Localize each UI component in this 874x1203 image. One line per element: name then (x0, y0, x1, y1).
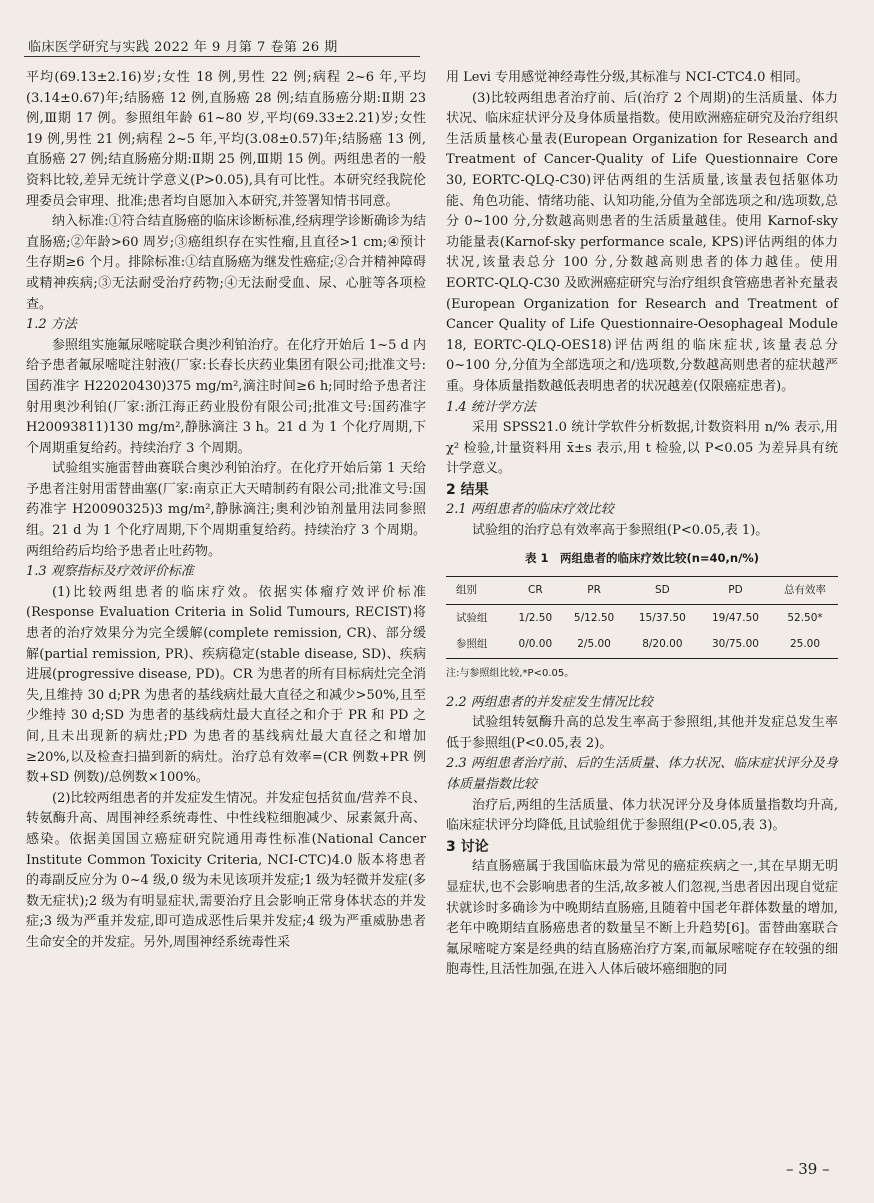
table-title: 表 1 两组患者的临床疗效比较(n=40,n/%) (524, 550, 760, 565)
paragraph: 纳入标准:①符合结直肠癌的临床诊断标准,经病理学诊断确诊为结直肠癌;②年龄>60 周岁;③癌组织存在实性瘤,且直径>1 cm;④预计生存期≥6 个月。排除标准:①结直肠癌为继发性癌症;②合并精神障碍或精神疾病;③无法耐受治疗药物;④无法耐受血、尿、心脏等各项检查。 (26, 214, 426, 312)
left-column (26, 68, 426, 954)
subsection-heading: 2.1 两组患者的临床疗效比较 (446, 502, 614, 518)
efficacy-table (446, 576, 838, 659)
paragraph: 平均(69.13±2.16)岁;女性 18 例,男性 22 例;病程 2~6 年,平均(3.14±0.67)年;结肠癌 12 例,直肠癌 28 例;结直肠癌分期:Ⅱ期 23 例,Ⅲ期 17 例。参照组年龄 61~80 岁,平均(69.33±2.21)岁;女性 19 例,男性 21 例;病程 2~5 年,平均(3.08±0.57)年;结肠癌 13 例,直肠癌 27 例;结直肠癌分期:Ⅱ期 25 例,Ⅲ期 15 例。两组患者的一般资料比较,差异无统计学意义(P>0.05),具有可比性。本研究经我院伦理委员会审理、批准;患者均自愿加入本研究,并签署知情书同意。 (26, 70, 426, 209)
table-header-cell: 组别 (446, 577, 508, 605)
section-heading: 3 讨论 (446, 838, 489, 855)
table-cell: 8/20.00 (626, 631, 699, 658)
table-note: 注:与参照组比较,*P<0.05。 (446, 668, 575, 680)
table-cell: 参照组 (446, 631, 508, 658)
table-cell: 2/5.00 (562, 631, 626, 658)
header-rule (24, 56, 420, 57)
paragraph: 试验组实施雷替曲赛联合奥沙利铂治疗。在化疗开始后第 1 天给予患者注射用雷替曲塞(厂家:南京正大天晴制药有限公司;批准文号:国药准字 H20090325)3 mg/m²,静脉滴注;奥利沙铂剂量用法同参照组。21 d 为 1 个化疗周期,下个周期重复给药。持续治疗 3 个周期。两组给药后均给予患者止吐药物。 (26, 461, 426, 559)
table-cell: 1/2.50 (518, 611, 553, 624)
table-cell: 5/12.50 (573, 611, 615, 624)
paragraph: 用 Levi 专用感觉神经毒性分级,其标准与 NCI-CTC4.0 相同。 (446, 70, 809, 85)
subsection-heading: 2.2 两组患者的并发症发生情况比较 (446, 694, 653, 710)
paragraph: (1)比较两组患者的临床疗效。依据实体瘤疗效评价标准(Response Evaluation Criteria in Solid Tumours, RECIST)将患者的治疗效果分为完全缓解(complete remission, CR)、部分缓解(partial remission, PR)、疾病稳定(stable disease, SD)、疾病进展(progressive disease, PD)。CR 为患者的所有目标病灶完全消失,且维持 30 d;PR 为患者的基线病灶最大直径之和减少>50%,且至少维持 30 d;SD 为患者的基线病灶最大直径之和介于 PR 和 PD 之间,且未出现新的病灶;PD 为患者的基线病灶最大直径之和增加≥20%,以及检查扫描到新的病灶。治疗总有效率=(CR 例数+PR 例数+SD 例数)/总例数×100%。 (26, 584, 426, 786)
subsection-heading: 1.3 观察指标及疗效评价标准 (26, 564, 194, 580)
paragraph: 结直肠癌属于我国临床最为常见的癌症疾病之一,其在早期无明显症状,也不会影响患者的生活,故多被人们忽视,当患者因出现自觉症状就诊时多确诊为中晚期结直肠癌,且随着中国老年群体数量的增加,老年中晚期结直肠癌患者的数量呈不断上升趋势[6]。雷替曲塞联合氟尿嘧啶方案是经典的结直肠癌治疗方案,而氟尿嘧啶存在较强的细胞毒性,且活性加强,在进入人体后破坏癌细胞的同 (446, 859, 838, 978)
section-heading: 2 结果 (446, 481, 489, 498)
page-number: – 39 – (786, 1160, 830, 1178)
table-cell: 试验组 (456, 611, 488, 624)
right-column (446, 68, 838, 981)
running-header: 临床医学研究与实践 2022 年 9 月第 7 卷第 26 期 (28, 40, 338, 55)
table-header-row (446, 577, 838, 605)
table-header-cell: PR (562, 577, 626, 605)
table-cell: 25.00 (772, 631, 838, 658)
subsection-heading: 1.2 方法 (26, 317, 77, 333)
table-cell: 30/75.00 (699, 631, 772, 658)
table-header-cell: SD (626, 577, 699, 605)
paragraph: 试验组的治疗总有效率高于参照组(P<0.05,表 1)。 (472, 523, 769, 539)
table-header-cell: CR (508, 577, 562, 605)
table-cell: 0/0.00 (508, 631, 562, 658)
table-row (446, 631, 838, 658)
table-cell: 52.50* (787, 611, 823, 624)
table-header-cell: PD (699, 577, 772, 605)
table-cell: 15/37.50 (638, 611, 686, 624)
paragraph: 参照组实施氟尿嘧啶联合奥沙利铂治疗。在化疗开始后 1~5 d 内给予患者氟尿嘧啶注射液(厂家:长春长庆药业集团有限公司;批准文号:国药准字 H22020430)375 mg/m²,滴注时间≥6 h;同时给予患者注射用奥沙利铂(厂家:浙江海正药业股份有限公司;批准文号:国药准字 H20093811)130 mg/m²,静脉滴注 3 h。21 d 为 1 个化疗周期,下个周期重复给药。持续治疗 3 个周期。 (26, 337, 426, 456)
table-row (446, 604, 838, 631)
paragraph: 治疗后,两组的生活质量、体力状况评分及身体质量指数均升高,临床症状评分均降低,且试验组优于参照组(P<0.05,表 3)。 (446, 797, 838, 834)
paragraph: (3)比较两组患者治疗前、后(治疗 2 个周期)的生活质量、体力状况、临床症状评分及身体质量指数。使用欧洲癌症研究及治疗组织生活质量核心量表(European Organization for Research and Treatment of Cancer-Quality of Life Questionnaire Core 30, EORTC-QLQ-C30)评估两组的生活质量,该量表包括躯体功能、角色功能、情绪功能、认知功能,分值为全部选项之和/选项数,总分 0~100 分,分数越高则患者的生活质量越佳。使用 Karnof-sky 功能量表(Karnof-sky performance scale, KPS)评估两组的体力状况,该量表总分 100 分,分数越高则患者的体力越佳。使用 EORTC-QLQ-C30 及欧洲癌症研究与治疗组织食管癌患者补充量表(European Organization for Research and Treatment of Cancer Quality of Life Questionnaire-Oesophageal Module 18, EORTC-QLQ-OES18)评估两组的临床症状,该量表总分 0~100 分,分值为全部选项之和/选项数,分数越高则患者的症状越严重。身体质量指数越低表明患者的状况越差(仅限癌症患者)。 (446, 90, 838, 394)
table-header-cell: 总有效率 (772, 577, 838, 605)
paragraph: 试验组转氨酶升高的总发生率高于参照组,其他并发症总发生率低于参照组(P<0.05,表 2)。 (446, 715, 838, 751)
paragraph: (2)比较两组患者的并发症发生情况。并发症包括贫血/营养不良、转氨酶升高、周围神经系统毒性、中性线粒细胞减少、尿素氮升高、感染。依据美国国立癌症研究院通用毒性标准(National Cancer Institute Common Toxicity Criteria, NCI-CTC)4.0 版本将患者的毒副反应分为 0~4 级,0 级为未见该项并发症;1 级为轻微并发症(多数无症状);2 级为有明显症状,需要治疗且会影响正常身体状态的并发症;3 级为严重并发症,即可造成恶性后果并发症;4 级为严重威胁患者生命安全的并发症。另外,周围神经系统毒性采 (26, 790, 426, 950)
table-cell: 19/47.50 (711, 611, 759, 624)
subsection-heading: 2.3 两组患者治疗前、后的生活质量、体力状况、临床症状评分及身体质量指数比较 (446, 756, 838, 792)
paragraph: 采用 SPSS21.0 统计学软件分析数据,计数资料用 n/% 表示,用 χ² 检验,计量资料用 x̄±s 表示,用 t 检验,以 P<0.05 为差异具有统计学意义。 (446, 420, 838, 477)
subsection-heading: 1.4 统计学方法 (446, 399, 536, 415)
